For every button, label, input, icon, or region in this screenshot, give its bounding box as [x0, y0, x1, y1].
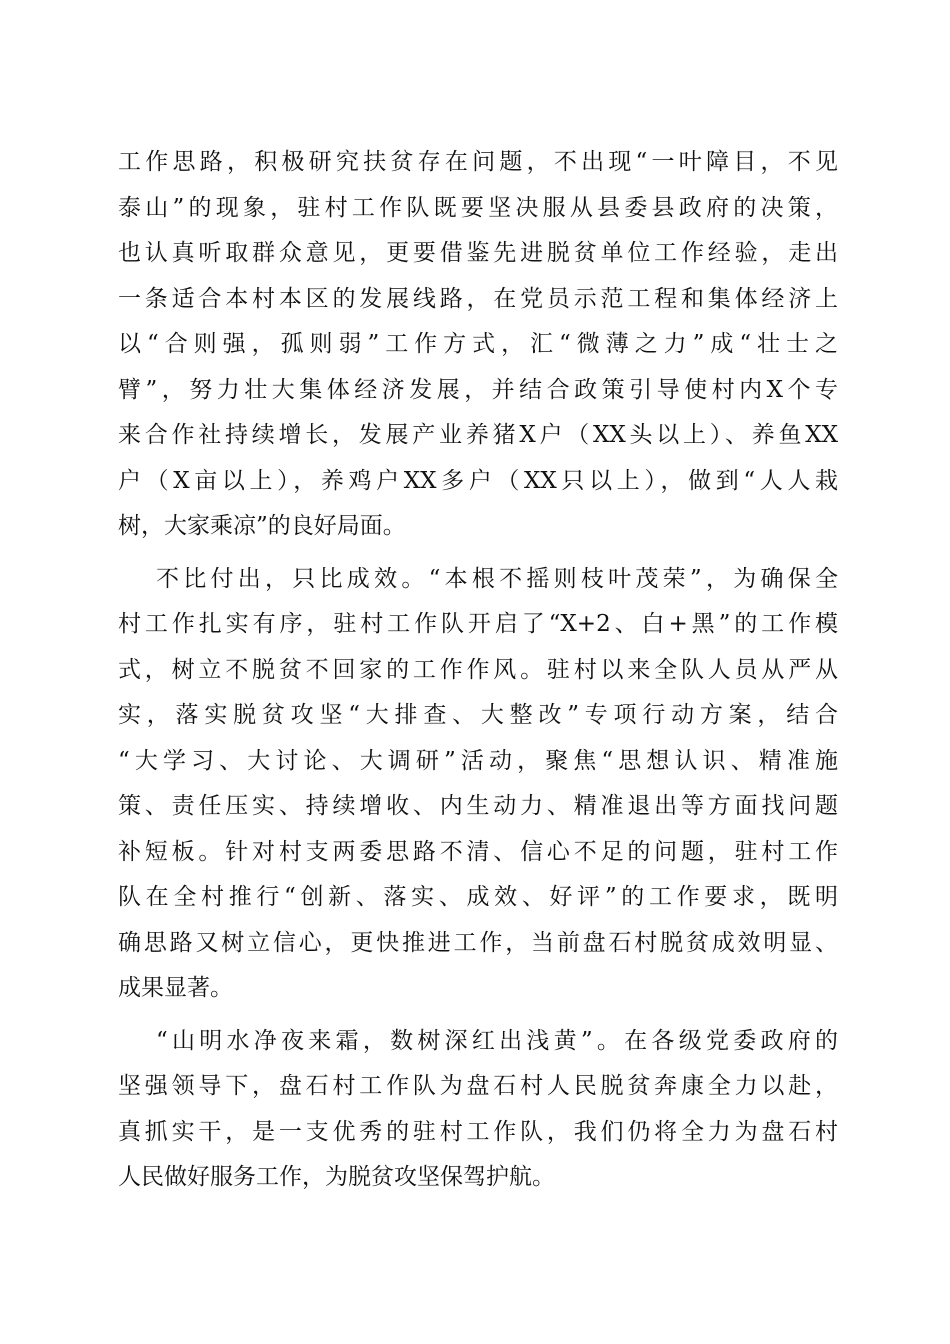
text-line: 户（X亩以上），养鸡户XX多户（XX只以上），做到“人人栽 — [118, 467, 838, 494]
text-line: “山明水净夜来霜，数树深红出浅黄”。在各级党委政府的 — [156, 1027, 838, 1054]
text-line: 村工作扎实有序，驻村工作队开启了“X+2、白+黑”的工作模 — [118, 611, 838, 637]
text-line: 确思路又树立信心，更快推进工作，当前盘石村脱贫成效明显、 — [118, 929, 838, 956]
text-line: 工作思路，积极研究扶贫存在问题，不出现“一叶障目，不见 — [118, 149, 838, 175]
paragraph-2 — [118, 557, 838, 1012]
text-line: 策、责任压实、持续增收、内生动力、精准退出等方面找问题 — [118, 793, 838, 819]
paragraph-1 — [118, 140, 838, 550]
text-line: 真抓实干，是一支优秀的驻村工作队，我们仍将全力为盘石村 — [118, 1118, 838, 1145]
text-line: 式，树立不脱贫不回家的工作作风。驻村以来全队人员从严从 — [118, 656, 838, 683]
text-line: 实，落实脱贫攻坚“大排查、大整改”专项行动方案，结合 — [118, 702, 838, 728]
text-line: 补短板。针对村支两委思路不清、信心不足的问题，驻村工作 — [118, 838, 838, 865]
text-line: “大学习、大讨论、大调研”活动，聚焦“思想认识、精准施 — [118, 747, 838, 774]
document-body — [118, 140, 838, 1201]
text-line: 臂”，努力壮大集体经济发展，并结合政策引导使村内X个专 — [118, 376, 838, 403]
text-line: 不比付出，只比成效。“本根不摇则枝叶茂荣”，为确保全 — [156, 565, 838, 592]
text-line: 树，大家乘凉”的良好局面。 — [118, 513, 406, 539]
text-line: 一条适合本村本区的发展线路，在党员示范工程和集体经济上 — [118, 285, 838, 312]
paragraph-3 — [118, 1019, 838, 1201]
text-line: 泰山”的现象，驻村工作队既要坚决服从县委县政府的决策， — [118, 194, 838, 221]
text-line: 也认真听取群众意见，更要借鉴先进脱贫单位工作经验，走出 — [118, 240, 838, 266]
text-line: 成果显著。 — [118, 975, 233, 1001]
text-line: 队在全村推行“创新、落实、成效、好评”的工作要求，既明 — [118, 884, 838, 910]
text-line: 人民做好服务工作，为脱贫攻坚保驾护航。 — [118, 1164, 555, 1190]
text-line: 以“合则强，孤则弱”工作方式，汇“微薄之力”成“壮士之 — [118, 331, 838, 357]
text-line: 来合作社持续增长，发展产业养猪X户（XX头以上）、养鱼XX — [118, 422, 838, 448]
text-line: 坚强领导下，盘石村工作队为盘石村人民脱贫奔康全力以赴， — [118, 1073, 838, 1099]
